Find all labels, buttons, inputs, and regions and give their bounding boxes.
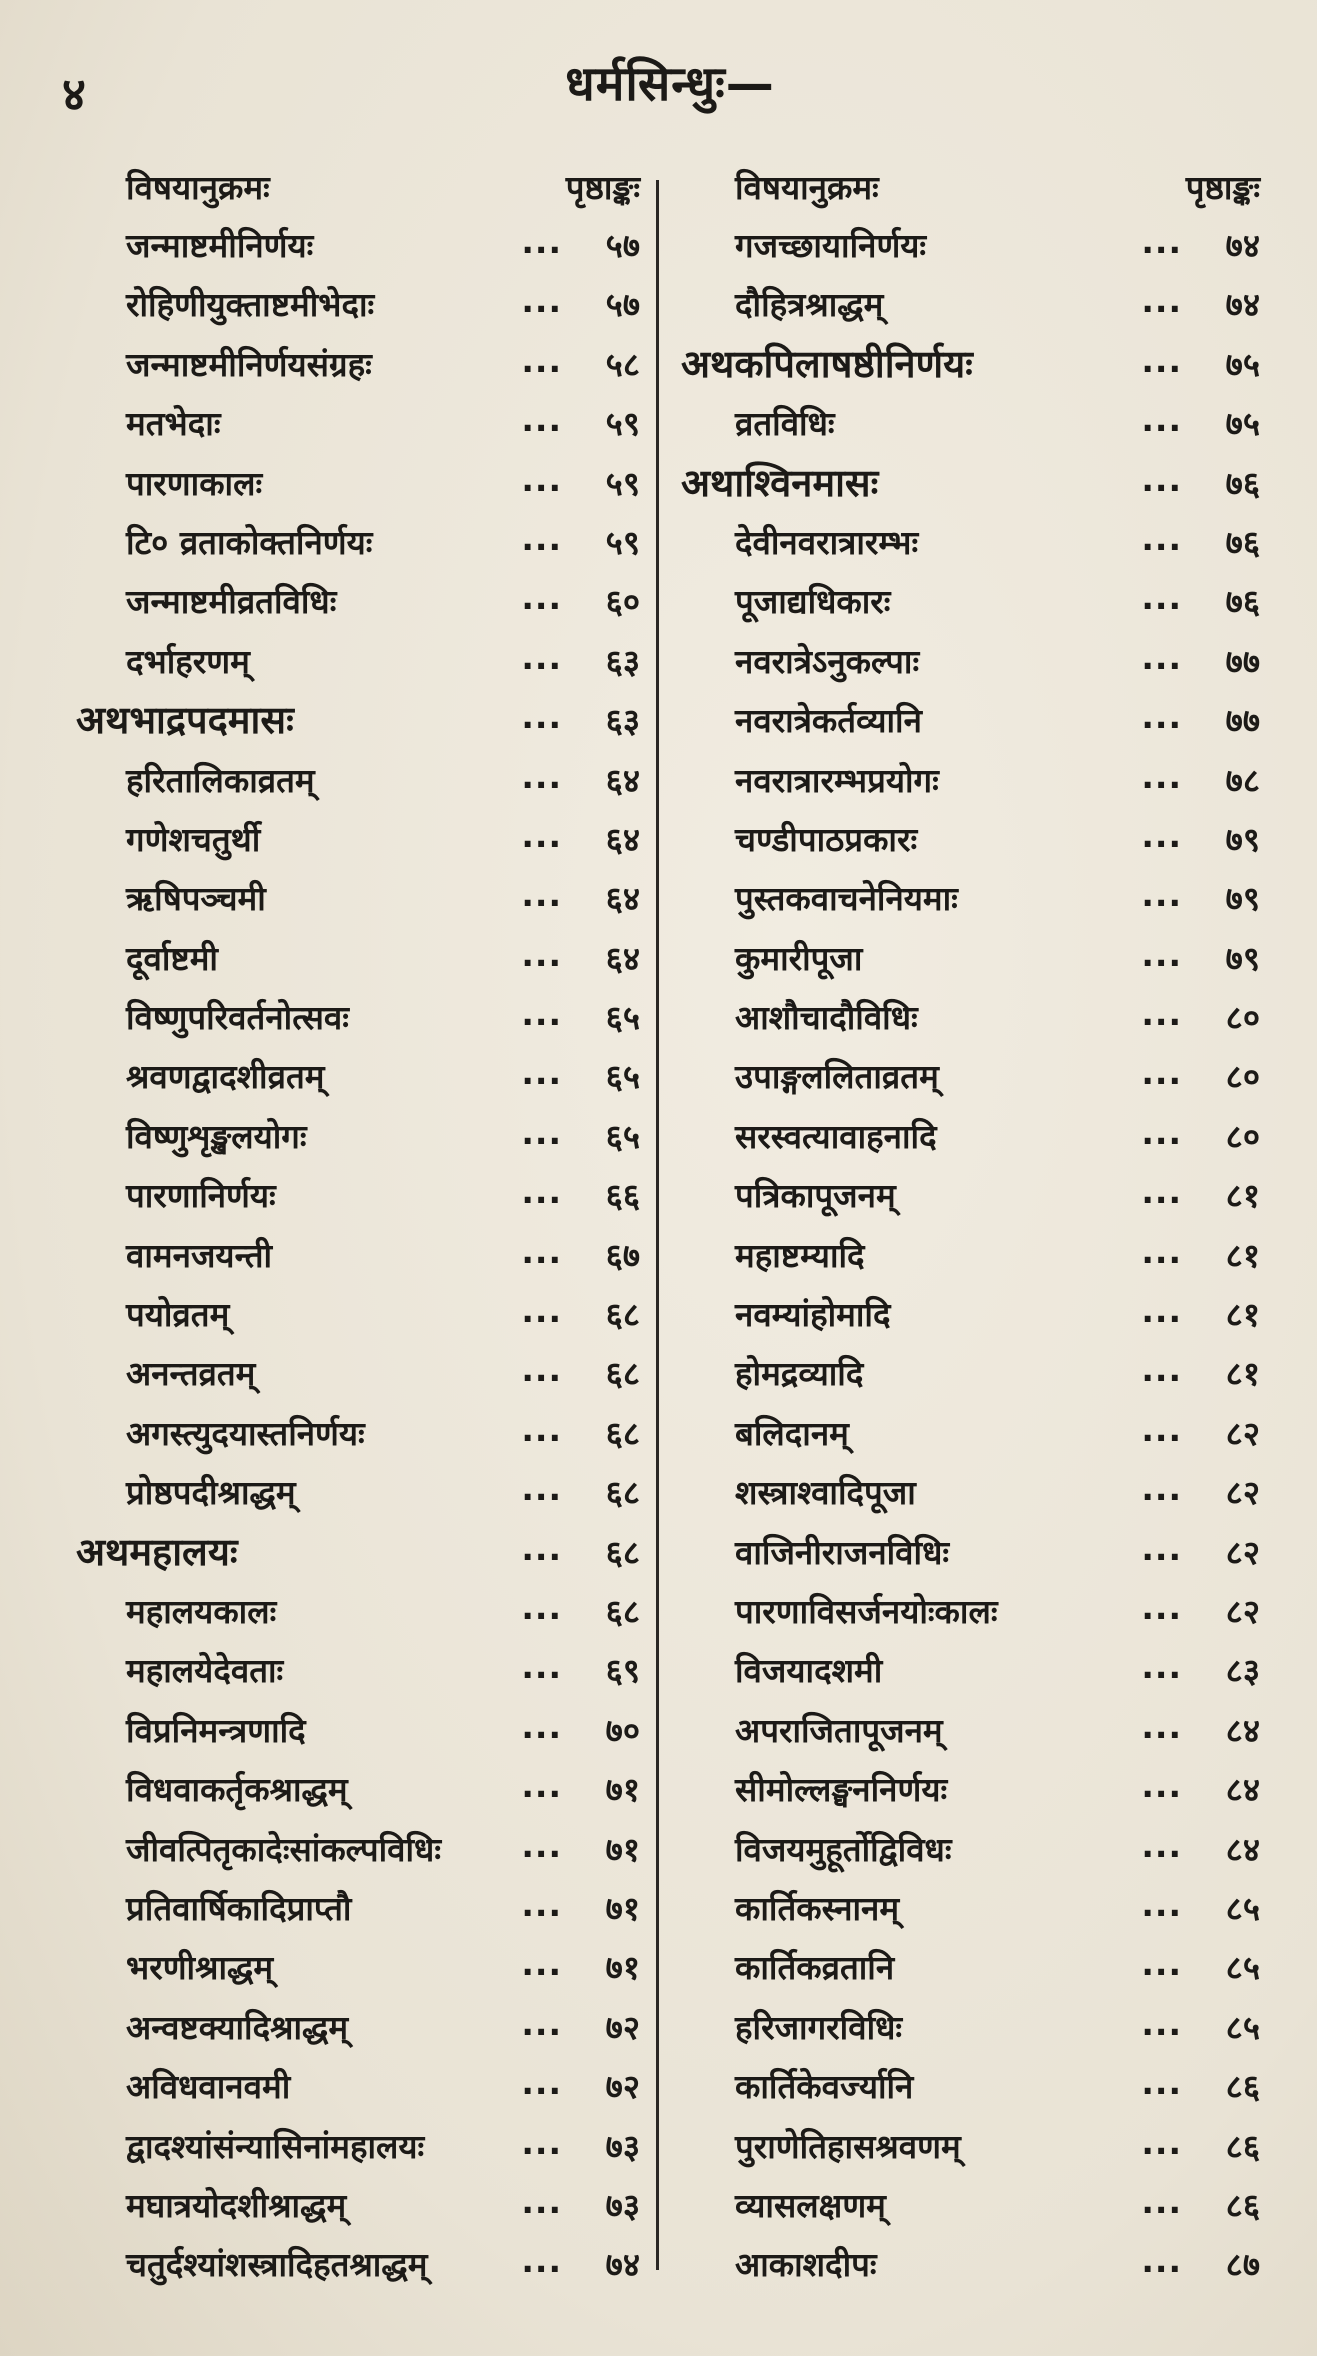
dot-leader: ... (521, 1172, 562, 1212)
toc-entry-title: नवम्यांहोमादि (735, 1295, 891, 1335)
toc-entry-page: ५७ (605, 226, 640, 265)
toc-entry-title: शस्त्राश्वादिपूजा (735, 1473, 916, 1513)
toc-entry-page: ७६ (1225, 582, 1260, 622)
toc-entry-title: पयोव्रतम् (126, 1295, 230, 1335)
toc-entry-title: आशौचादौविधिः (735, 998, 918, 1038)
toc-entry-title: अविधवानवमी (126, 2067, 291, 2107)
dot-leader: ... (521, 1884, 562, 1924)
dot-leader: ... (1141, 1528, 1182, 1568)
toc-entry (675, 1877, 1260, 1936)
toc-entry-page: ८६ (1225, 2067, 1260, 2107)
toc-entry-title: श्रवणद्वादशीव्रतम् (126, 1057, 325, 1097)
toc-section-heading (675, 452, 1260, 511)
toc-entry-title: उपाङ्गललिताव्रतम् (735, 1057, 939, 1097)
toc-entry-page: ७७ (1225, 641, 1260, 681)
dot-leader: ... (1141, 2122, 1182, 2162)
toc-entry-page: ६४ (605, 938, 640, 978)
dot-leader: ... (1141, 340, 1182, 380)
dot-leader: ... (1141, 578, 1182, 618)
dot-leader: ... (1141, 637, 1182, 677)
toc-entry-title: विप्रनिमन्त्रणादि (126, 1710, 306, 1750)
column-header-topic: विषयानुक्रमः (126, 168, 270, 207)
toc-section-heading (68, 1521, 640, 1580)
toc-entry-title: कार्तिकेवर्ज्यानि (735, 2067, 914, 2107)
dot-leader: ... (521, 1409, 562, 1449)
dot-leader: ... (1141, 400, 1182, 440)
toc-entry-title: पारणाकालः (126, 463, 263, 503)
toc-entry (68, 2174, 640, 2233)
toc-entry-title: अथाश्विनमासः (681, 460, 879, 505)
toc-entry (675, 570, 1260, 629)
toc-entry-title: गणेशचतुर्थी (126, 819, 261, 859)
toc-entry (675, 749, 1260, 808)
dot-leader: ... (521, 875, 562, 915)
toc-entry-title: मघात्रयोदशीश्राद्धम् (126, 2185, 347, 2225)
toc-entry (675, 2174, 1260, 2233)
toc-entry-title: हरितालिकाव्रतम् (126, 760, 315, 800)
dot-leader: ... (521, 222, 562, 261)
toc-entry (675, 1045, 1260, 1104)
toc-entry (675, 2233, 1260, 2292)
toc-entry-page: ८६ (1225, 2185, 1260, 2225)
toc-entry-title: ऋषिपञ्चमी (126, 879, 266, 919)
toc-entry-page: ५९ (605, 404, 640, 444)
toc-entry-page: ७९ (1225, 938, 1260, 978)
toc-entry-title: अन्वष्टक्यादिश्राद्धम् (126, 2007, 349, 2047)
toc-entry-title: पूजाद्यधिकारः (735, 582, 891, 622)
toc-entry-page: ८४ (1225, 1770, 1260, 1810)
dot-leader: ... (1141, 1706, 1182, 1746)
dot-leader: ... (1141, 756, 1182, 796)
dot-leader: ... (1141, 1409, 1182, 1449)
toc-entry (68, 1996, 640, 2055)
toc-entry-page: ७१ (605, 1948, 640, 1988)
toc-entry-page: ७२ (605, 2067, 640, 2107)
toc-list (68, 214, 640, 2293)
dot-leader: ... (1141, 1469, 1182, 1509)
toc-entry-title: जन्माष्टमीनिर्णयः (126, 226, 314, 265)
toc-entry-page: ६४ (605, 879, 640, 919)
toc-entry-title: महालयकालः (126, 1591, 277, 1631)
toc-entry (68, 2233, 640, 2292)
dot-leader: ... (1141, 1112, 1182, 1152)
toc-entry-title: वाजिनीराजनविधिः (735, 1532, 950, 1572)
toc-entry-page: ७९ (1225, 879, 1260, 919)
dot-leader: ... (521, 1291, 562, 1331)
toc-entry-title: पत्रिकापूजनम् (735, 1176, 896, 1216)
dot-leader: ... (1141, 1766, 1182, 1806)
toc-entry (675, 689, 1260, 748)
toc-entry (675, 1758, 1260, 1817)
toc-entry-title: विधवाकर्तृकश्राद्धम् (126, 1770, 348, 1810)
toc-entry-title: अनन्तव्रतम् (126, 1354, 256, 1394)
toc-entry (68, 333, 640, 392)
dot-leader: ... (521, 340, 562, 380)
dot-leader: ... (521, 1766, 562, 1806)
toc-entry (675, 1936, 1260, 1995)
toc-entry (675, 1639, 1260, 1698)
toc-entry-title: मतभेदाः (126, 404, 221, 444)
dot-leader: ... (1141, 1172, 1182, 1212)
toc-entry-title: रोहिणीयुक्ताष्टमीभेदाः (126, 285, 375, 325)
toc-entry (675, 1461, 1260, 1520)
toc-entry-title: जन्माष्टमीव्रतविधिः (126, 582, 337, 622)
toc-entry-page: ८६ (1225, 2126, 1260, 2166)
toc-entry-page: ६५ (605, 998, 640, 1038)
toc-entry-page: ६८ (605, 1413, 640, 1453)
toc-entry (675, 1580, 1260, 1639)
toc-entry-page: ८७ (1225, 2245, 1260, 2285)
dot-leader: ... (521, 1706, 562, 1746)
toc-entry-title: होमद्रव्यादि (735, 1354, 864, 1394)
dot-leader: ... (521, 1350, 562, 1390)
page-number: ४ (62, 67, 86, 121)
toc-entry-page: ६६ (605, 1176, 640, 1216)
toc-entry (68, 273, 640, 332)
toc-entry-page: ७३ (605, 2126, 640, 2166)
toc-entry-page: ५८ (605, 344, 640, 384)
toc-entry (675, 214, 1260, 273)
toc-entry-title: अगस्त्युदयास्तनिर्णयः (126, 1413, 365, 1453)
toc-entry-title: नवरात्रारम्भप्रयोगः (735, 760, 939, 800)
dot-leader: ... (1141, 934, 1182, 974)
toc-entry-title: बलिदानम् (735, 1413, 849, 1453)
toc-entry-title: दौहित्रश्राद्धम् (735, 285, 884, 325)
toc-entry-page: ७४ (1225, 226, 1260, 265)
toc-entry (68, 392, 640, 451)
toc-entry (68, 1164, 640, 1223)
toc-entry-title: सीमोल्लङ्घननिर्णयः (735, 1770, 948, 1810)
toc-entry (68, 1342, 640, 1401)
toc-entry (68, 867, 640, 926)
toc-entry-title: व्रतविधिः (735, 404, 835, 444)
dot-leader: ... (521, 400, 562, 440)
toc-entry (68, 570, 640, 629)
dot-leader: ... (1141, 994, 1182, 1034)
toc-entry-page: ८१ (1225, 1176, 1260, 1216)
toc-entry-page: ८० (1225, 1116, 1260, 1156)
toc-entry (675, 1164, 1260, 1223)
toc-entry-page: ७८ (1225, 760, 1260, 800)
toc-entry-page: ७० (605, 1710, 640, 1750)
dot-leader: ... (1141, 1884, 1182, 1924)
toc-entry (68, 808, 640, 867)
dot-leader: ... (1141, 518, 1182, 558)
toc-entry-page: ६४ (605, 760, 640, 800)
dot-leader: ... (521, 1231, 562, 1271)
toc-entry-title: प्रोष्ठपदीश्राद्धम् (126, 1473, 296, 1513)
dot-leader: ... (521, 281, 562, 321)
toc-entry (68, 2115, 640, 2174)
toc-entry (675, 630, 1260, 689)
toc-entry-page: ८४ (1225, 1710, 1260, 1750)
toc-entry-title: अथभाद्रपदमासः (76, 698, 294, 743)
column-header-topic: विषयानुक्रमः (735, 168, 879, 207)
dot-leader: ... (521, 1053, 562, 1093)
toc-entry (68, 452, 640, 511)
dot-leader: ... (521, 1944, 562, 1984)
toc-entry-title: आकाशदीपः (735, 2245, 877, 2285)
toc-entry (675, 2115, 1260, 2174)
toc-entry-title: देवीनवरात्रारम्भः (735, 522, 919, 562)
toc-entry-page: ६८ (605, 1295, 640, 1335)
dot-leader: ... (1141, 1350, 1182, 1390)
toc-entry-title: चतुर्दश्यांशस्त्रादिहतश्राद्धम् (126, 2245, 428, 2285)
toc-entry (68, 1105, 640, 1164)
toc-entry (675, 1105, 1260, 1164)
toc-entry-page: ६३ (605, 641, 640, 681)
toc-entry-page: ६८ (605, 1473, 640, 1513)
toc-entry-title: प्रतिवार्षिकादिप्राप्तौ (126, 1888, 352, 1928)
toc-entry-page: ५९ (605, 463, 640, 503)
toc-entry-title: वामनजयन्ती (126, 1235, 273, 1275)
toc-entry (68, 1224, 640, 1283)
toc-entry-page: ६४ (605, 819, 640, 859)
dot-leader: ... (521, 1528, 562, 1568)
dot-leader: ... (1141, 875, 1182, 915)
toc-entry-title: अपराजितापूजनम् (735, 1710, 943, 1750)
dot-leader: ... (1141, 1587, 1182, 1627)
dot-leader: ... (521, 815, 562, 855)
toc-entry-title: जन्माष्टमीनिर्णयसंग्रहः (126, 344, 372, 384)
toc-entry-page: ६७ (605, 1235, 640, 1275)
toc-entry-page: ७५ (1225, 344, 1260, 384)
dot-leader: ... (1141, 1231, 1182, 1271)
dot-leader: ... (521, 578, 562, 618)
toc-entry-page: ८५ (1225, 1948, 1260, 1988)
toc-entry-title: कार्तिकस्नानम् (735, 1888, 900, 1928)
toc-entry-title: विजयादशमी (735, 1651, 883, 1691)
dot-leader: ... (521, 518, 562, 558)
toc-entry-title: दूर्वाष्टमी (126, 938, 218, 978)
toc-entry-title: कार्तिकव्रतानि (735, 1948, 895, 1988)
toc-entry-page: ८२ (1225, 1473, 1260, 1513)
toc-entry-page: ८२ (1225, 1413, 1260, 1453)
toc-entry-title: विष्णुशृङ्खलयोगः (126, 1116, 307, 1156)
toc-entry-page: ७१ (605, 1888, 640, 1928)
toc-entry (68, 927, 640, 986)
toc-entry (68, 1639, 640, 1698)
toc-entry-page: ८१ (1225, 1354, 1260, 1394)
toc-list (675, 214, 1260, 2293)
toc-entry-title: विजयमुहूर्तोद्विविधः (735, 1829, 952, 1869)
toc-entry-title: भरणीश्राद्धम् (126, 1948, 274, 1988)
dot-leader: ... (521, 1112, 562, 1152)
toc-entry-page: ५९ (605, 522, 640, 562)
toc-entry-page: ८४ (1225, 1829, 1260, 1869)
toc-entry (675, 1521, 1260, 1580)
toc-entry-page: ८५ (1225, 1888, 1260, 1928)
toc-entry (68, 1758, 640, 1817)
dot-leader: ... (1141, 815, 1182, 855)
dot-leader: ... (521, 2063, 562, 2103)
toc-entry-title: कुमारीपूजा (735, 938, 863, 978)
toc-entry-title: नवरात्रेऽनुकल्पाः (735, 641, 920, 681)
toc-entry (675, 1224, 1260, 1283)
toc-entry (68, 1699, 640, 1758)
toc-entry-page: ६५ (605, 1116, 640, 1156)
toc-entry (68, 1936, 640, 1995)
toc-entry-page: ६५ (605, 1057, 640, 1097)
toc-entry (68, 1580, 640, 1639)
toc-section-heading (675, 333, 1260, 392)
dot-leader: ... (521, 934, 562, 974)
toc-entry-title: पारणाविसर्जनयोःकालः (735, 1591, 998, 1631)
toc-entry-title: हरिजागरविधिः (735, 2007, 903, 2047)
toc-entry-title: महाष्टम्यादि (735, 1235, 865, 1275)
toc-entry-title: पारणानिर्णयः (126, 1176, 276, 1216)
toc-entry (675, 1402, 1260, 1461)
toc-entry (675, 511, 1260, 570)
toc-entry (68, 1818, 640, 1877)
toc-entry-page: ७९ (1225, 819, 1260, 859)
dot-leader: ... (1141, 1291, 1182, 1331)
toc-entry-page: ८१ (1225, 1235, 1260, 1275)
toc-entry-title: गजच्छायानिर्णयः (735, 226, 927, 265)
dot-leader: ... (1141, 459, 1182, 499)
toc-entry (675, 1996, 1260, 2055)
toc-entry-title: दर्भाहरणम् (126, 641, 250, 681)
toc-entry-page: ८१ (1225, 1295, 1260, 1335)
toc-entry-title: अथकपिलाषष्ठीनिर्णयः (681, 341, 973, 386)
toc-entry-page: ६८ (605, 1591, 640, 1631)
column-header (675, 158, 1260, 214)
column-header-page: पृष्ठाङ्कः (565, 168, 640, 207)
toc-entry-page: ७२ (605, 2007, 640, 2047)
toc-entry-page: ७४ (1225, 285, 1260, 325)
column-header-page: पृष्ठाङ्कः (1185, 168, 1260, 207)
toc-entry-page: ८२ (1225, 1591, 1260, 1631)
dot-leader: ... (521, 1469, 562, 1509)
toc-entry (675, 1283, 1260, 1342)
toc-entry (68, 1877, 640, 1936)
dot-leader: ... (1141, 1053, 1182, 1093)
toc-entry (68, 630, 640, 689)
running-title: धर्मसिन्धुः— (565, 56, 775, 112)
toc-entry-page: ७१ (605, 1829, 640, 1869)
toc-entry-page: ६९ (605, 1651, 640, 1691)
toc-column-right (675, 158, 1260, 2293)
dot-leader: ... (521, 756, 562, 796)
dot-leader: ... (521, 2003, 562, 2043)
dot-leader: ... (521, 637, 562, 677)
dot-leader: ... (1141, 2181, 1182, 2221)
column-divider (656, 180, 659, 2270)
toc-entry-title: महालयेदेवताः (126, 1651, 284, 1691)
dot-leader: ... (521, 1587, 562, 1627)
dot-leader: ... (1141, 697, 1182, 737)
toc-entry-page: ८० (1225, 998, 1260, 1038)
dot-leader: ... (1141, 222, 1182, 261)
toc-entry-page: ८२ (1225, 1532, 1260, 1572)
toc-entry-page: ६८ (605, 1354, 640, 1394)
dot-leader: ... (1141, 2063, 1182, 2103)
toc-entry-title: चण्डीपाठप्रकारः (735, 819, 918, 859)
toc-entry (675, 927, 1260, 986)
toc-entry-title: नवरात्रेकर्तव्यानि (735, 701, 922, 741)
toc-entry-page: ८३ (1225, 1651, 1260, 1691)
toc-entry-title: विष्णुपरिवर्तनोत्सवः (126, 998, 349, 1038)
toc-entry-page: ७१ (605, 1770, 640, 1810)
toc-entry (68, 1283, 640, 1342)
dot-leader: ... (521, 1647, 562, 1687)
toc-entry-title: पुराणेतिहासश्रवणम् (735, 2126, 961, 2166)
toc-entry (675, 392, 1260, 451)
toc-entry (675, 1818, 1260, 1877)
toc-entry (675, 2055, 1260, 2114)
toc-entry-title: व्यासलक्षणम् (735, 2185, 886, 2225)
toc-entry-title: पुस्तकवाचनेनियमाः (735, 879, 958, 919)
toc-entry (68, 511, 640, 570)
toc-entry-page: ८५ (1225, 2007, 1260, 2047)
toc-entry-page: ७७ (1225, 701, 1260, 741)
toc-entry-title: टि० व्रताकोक्तनिर्णयः (126, 522, 373, 562)
toc-entry (68, 1402, 640, 1461)
toc-entry-page: ६८ (605, 1532, 640, 1572)
dot-leader: ... (521, 1825, 562, 1865)
dot-leader: ... (521, 459, 562, 499)
toc-entry-page: ८० (1225, 1057, 1260, 1097)
toc-entry-page: ६३ (605, 701, 640, 741)
dot-leader: ... (1141, 2241, 1182, 2281)
toc-entry-title: अथमहालयः (76, 1529, 238, 1574)
dot-leader: ... (1141, 1825, 1182, 1865)
toc-entry-title: सरस्वत्यावाहनादि (735, 1116, 937, 1156)
dot-leader: ... (521, 697, 562, 737)
toc-entry (675, 1342, 1260, 1401)
dot-leader: ... (1141, 1647, 1182, 1687)
toc-entry (68, 1461, 640, 1520)
dot-leader: ... (521, 2122, 562, 2162)
toc-entry-page: ७५ (1225, 404, 1260, 444)
dot-leader: ... (1141, 281, 1182, 321)
column-header (68, 158, 640, 214)
toc-entry (675, 867, 1260, 926)
toc-entry-page: ७४ (605, 2245, 640, 2285)
toc-entry (675, 273, 1260, 332)
toc-entry-page: ७६ (1225, 463, 1260, 503)
dot-leader: ... (1141, 2003, 1182, 2043)
toc-entry (68, 749, 640, 808)
toc-entry-title: जीवत्पितृकादेःसांकल्पविधिः (126, 1829, 441, 1869)
toc-entry (675, 1699, 1260, 1758)
toc-entry (68, 986, 640, 1045)
dot-leader: ... (521, 994, 562, 1034)
toc-entry (675, 808, 1260, 867)
toc-entry (675, 986, 1260, 1045)
toc-entry (68, 214, 640, 273)
toc-entry-page: ५७ (605, 285, 640, 325)
toc-entry (68, 2055, 640, 2114)
dot-leader: ... (521, 2181, 562, 2221)
toc-section-heading (68, 689, 640, 748)
dot-leader: ... (521, 2241, 562, 2281)
toc-entry (68, 1045, 640, 1104)
dot-leader: ... (1141, 1944, 1182, 1984)
toc-entry-page: ७३ (605, 2185, 640, 2225)
toc-entry-page: ७६ (1225, 522, 1260, 562)
toc-entry-page: ६० (605, 582, 640, 622)
toc-column-left (68, 158, 640, 2293)
toc-entry-title: द्वादश्यांसंन्यासिनांमहालयः (126, 2126, 425, 2166)
